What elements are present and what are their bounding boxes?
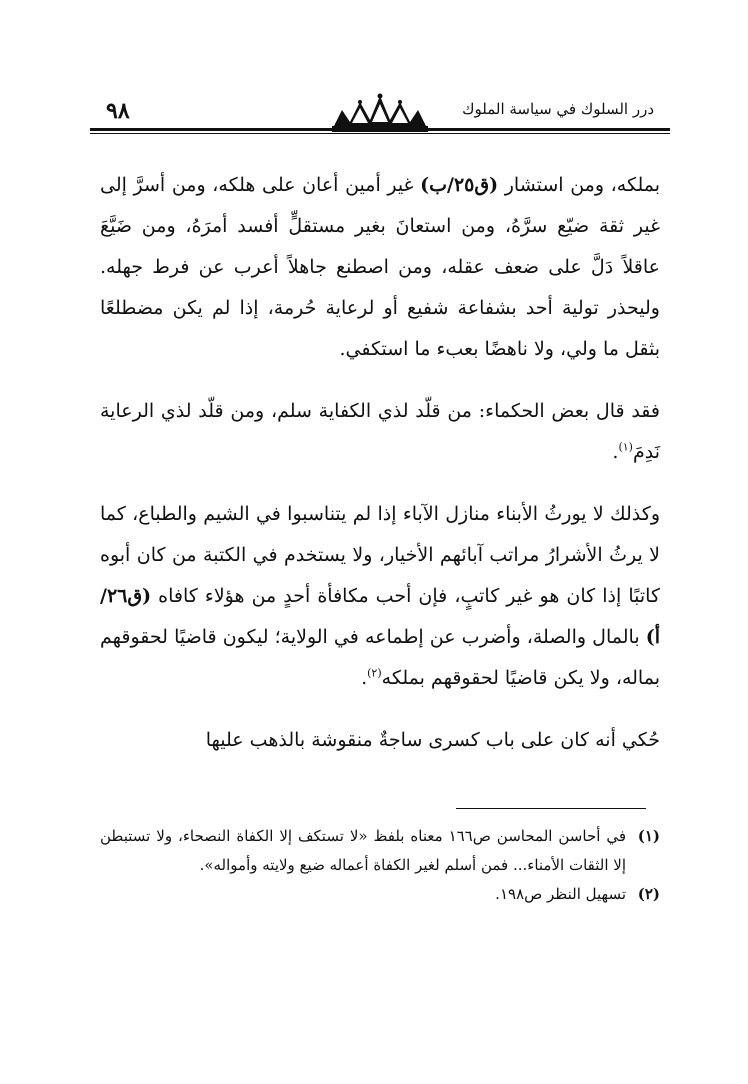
paragraph-2-end: . (612, 441, 619, 463)
paragraph-2-text: فقد قال بعض الحكماء: من قلّد لذي الكفاية سلم، ومن قلّد لذي الرعاية نَدِمَ (100, 400, 660, 463)
footnote-separator (456, 808, 646, 809)
footnotes (100, 822, 660, 909)
footnote-2 (100, 880, 660, 909)
paragraph-1-text-b: غير أمين أعان على هلكه، ومن أسرَّ إلى غير ثقة ضيّع سرَّهُ، ومن استعانَ بغير مستقلٍّ أفسد أمرَهُ، ومن ضَيَّعَ عاقلاً دَلَّ على ضعف عقله، ومن اصطنع جاهلاً أعرب عن فرط جهله. وليحذر تولية أحد بشفاعة شفيع أو لرعاية حُرمة، إذا لم يكن مضطلعًا بثقل ما ولي، ولا ناهضًا بعبء ما استكفي. (100, 174, 660, 360)
header-rule (90, 128, 670, 131)
manuscript-folio-ref: (ق٢٥/ب) (420, 174, 499, 196)
footnote-1 (100, 822, 660, 880)
paragraph-4-text: حُكي أنه كان على باب كسرى ساجةٌ منقوشة بالذهب عليها (205, 729, 660, 751)
paragraph-3-text-b: بالمال والصلة، وأضرب عن إطماعه في الولاية؛ ليكون قاضيًا لحقوقهم بماله، ولا يكن قاضيًا لحقوقهم بملكه (100, 626, 660, 689)
running-title: درر السلوك في سياسة الملوك (462, 100, 654, 118)
footnote-number: (٢) (637, 885, 660, 903)
paragraph-3 (100, 494, 660, 699)
paragraph-3-end: . (361, 667, 368, 689)
footnote-marker-1: (١) (618, 440, 633, 454)
footnote-text: في أحاسن المحاسن ص١٦٦ معناه بلفظ «لا تستكف إلا الكفاة النصحاء، ولا تستبطن إلا الثقات الأمناء... فمن أسلم لغير الكفاة أعماله ضيع ولايته وأمواله». (100, 827, 626, 874)
footnote-marker-2: (٢) (367, 666, 382, 680)
paragraph-1 (100, 165, 660, 370)
footnote-number: (١) (637, 827, 660, 845)
header-rule-thin (90, 133, 670, 134)
paragraph-1-text-a: بملكه، ومن استشار (498, 174, 661, 196)
page-number: ٩٨ (106, 98, 130, 124)
main-text (100, 165, 660, 761)
paragraph-3-text-a: وكذلك لا يورثُ الأبناء منازل الآباء إذا لم يتناسبوا في الشيم والطباع، كما لا يرثُ الأشرارُ مراتب آبائهم الأخيار، ولا يستخدم في الكتبة من كان أبوه كاتبًا إذا كان هو غير كاتبٍ، فإن أحب مكافأة أحدٍ من هؤلاء كافاه (100, 503, 660, 607)
page-header (90, 84, 670, 142)
paragraph-4 (100, 720, 660, 761)
footnote-text: تسهيل النظر ص١٩٨. (495, 885, 626, 903)
manuscript-folio-ref: (ق٢٦/أ) (100, 585, 660, 648)
paragraph-2 (100, 391, 660, 473)
